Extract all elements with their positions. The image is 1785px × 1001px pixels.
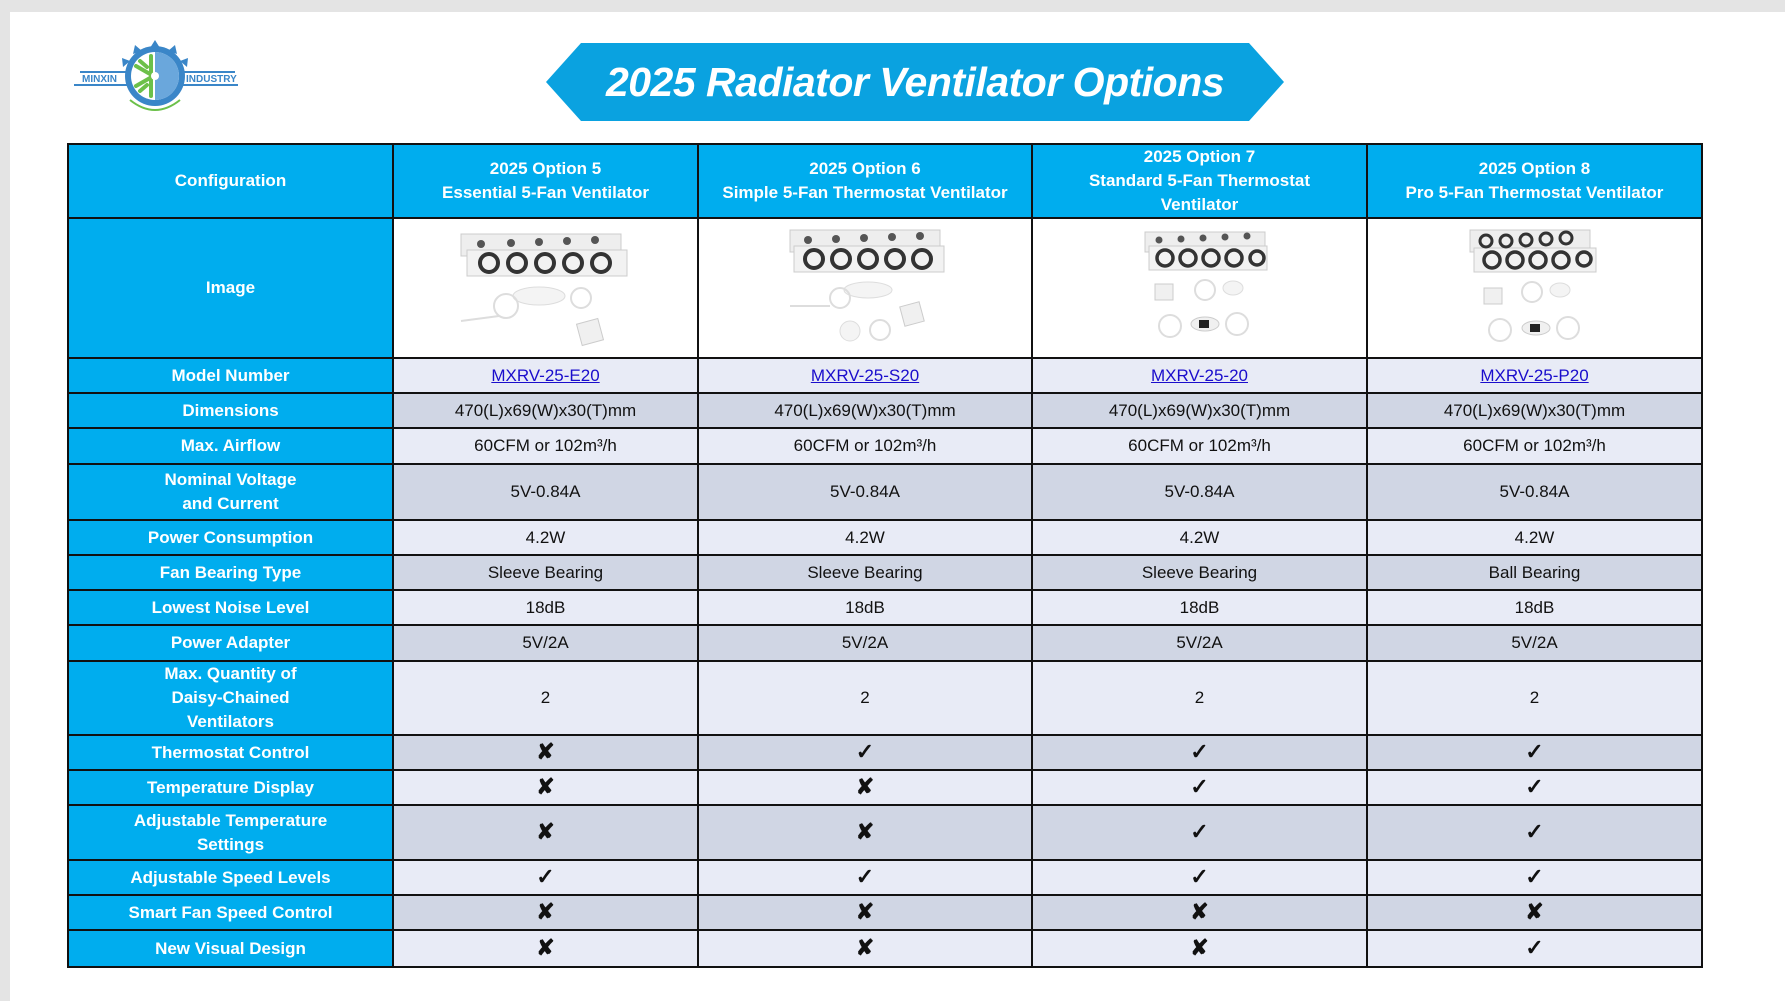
check-icon: ✓ (855, 738, 875, 764)
cell-value: Sleeve Bearing (393, 555, 698, 590)
row-label: Power Adapter (68, 625, 393, 661)
cell-value: 60CFM or 102m³/h (1367, 428, 1702, 464)
cross-icon: ✘ (1190, 898, 1209, 924)
cell-value: 470(L)x69(W)x30(T)mm (1367, 393, 1702, 428)
row-temperature-display (68, 770, 1702, 805)
cell-value: 4.2W (1032, 520, 1367, 555)
row-label-line: Settings (196, 834, 265, 854)
cell-value: 5V/2A (698, 625, 1032, 661)
row-label: Power Consumption (68, 520, 393, 555)
model-link-p20[interactable]: MXRV-25-P20 (1480, 365, 1589, 385)
cell-value: 2 (698, 661, 1032, 735)
cell-value: 470(L)x69(W)x30(T)mm (1032, 393, 1367, 428)
row-label: Temperature Display (68, 770, 393, 805)
row-adjustable-speed-levels (68, 860, 1702, 895)
cell-value: 470(L)x69(W)x30(T)mm (393, 393, 698, 428)
cross-icon: ✘ (536, 898, 555, 924)
row-fan-bearing-type (68, 555, 1702, 590)
product-image-cell (393, 218, 698, 358)
model-link-e20[interactable]: MXRV-25-E20 (491, 365, 600, 385)
cell-value: 2 (1032, 661, 1367, 735)
cell-value: 5V-0.84A (393, 464, 698, 520)
cell-value: 5V-0.84A (1367, 464, 1702, 520)
cross-icon: ✘ (536, 934, 555, 960)
cross-icon: ✘ (855, 934, 875, 960)
column-header-option-5 (393, 144, 698, 218)
product-photo-standard-icon (1105, 226, 1295, 351)
image-row (68, 218, 1702, 358)
cell-value: 18dB (1367, 590, 1702, 625)
row-max-daisy-chained (68, 661, 1702, 735)
row-lowest-noise-level (68, 590, 1702, 625)
product-photo-pro-icon (1440, 226, 1630, 351)
column-title: 2025 Option 7 (1143, 147, 1256, 166)
cell-value: Sleeve Bearing (1032, 555, 1367, 590)
cell-value: 4.2W (1367, 520, 1702, 555)
row-max-airflow (68, 428, 1702, 464)
cross-icon: ✘ (536, 818, 555, 844)
row-nominal-voltage (68, 464, 1702, 520)
cell-value: 18dB (393, 590, 698, 625)
cell-value: 60CFM or 102m³/h (698, 428, 1032, 464)
column-title: 2025 Option 5 (489, 159, 602, 178)
product-image-cell (698, 218, 1032, 358)
check-icon: ✓ (1525, 934, 1544, 960)
row-label: Thermostat Control (68, 735, 393, 770)
row-label-line: Nominal Voltage (164, 470, 297, 489)
cell-value: 5V/2A (393, 625, 698, 661)
row-label-line: and Current (182, 494, 279, 513)
cell-value: 2 (1367, 661, 1702, 735)
cell-value: 4.2W (698, 520, 1032, 555)
row-thermostat-control (68, 735, 1702, 770)
cell-value: 18dB (1032, 590, 1367, 625)
row-dimensions (68, 393, 1702, 428)
cross-icon: ✘ (855, 898, 875, 924)
column-subtitle: Essential 5-Fan Ventilator (442, 183, 649, 202)
row-label: Adjustable Speed Levels (68, 860, 393, 895)
cell-value: 60CFM or 102m³/h (1032, 428, 1367, 464)
row-model-number (68, 358, 1702, 393)
cell-value: 5V/2A (1032, 625, 1367, 661)
cell-value: 2 (393, 661, 698, 735)
column-subtitle: Pro 5-Fan Thermostat Ventilator (1405, 183, 1664, 202)
row-label: Lowest Noise Level (68, 590, 393, 625)
cell-value: 470(L)x69(W)x30(T)mm (698, 393, 1032, 428)
column-subtitle: Simple 5-Fan Thermostat Ventilator (722, 183, 1008, 202)
row-label: Dimensions (68, 393, 393, 428)
logo-left-text: MINXIN (82, 74, 117, 85)
row-power-consumption (68, 520, 1702, 555)
check-icon: ✓ (1525, 818, 1544, 844)
product-photo-essential-icon (451, 226, 641, 351)
row-label: Fan Bearing Type (68, 555, 393, 590)
cell-value: Ball Bearing (1367, 555, 1702, 590)
cross-icon: ✘ (855, 818, 875, 844)
column-title: 2025 Option 6 (809, 159, 921, 178)
header-row (68, 144, 1702, 218)
check-icon: ✓ (1190, 863, 1209, 889)
cell-value: 5V-0.84A (698, 464, 1032, 520)
row-adjustable-temperature-settings (68, 805, 1702, 860)
check-icon: ✓ (1190, 818, 1209, 844)
cell-value: 4.2W (393, 520, 698, 555)
cell-value: 60CFM or 102m³/h (393, 428, 698, 464)
row-smart-fan-speed-control (68, 895, 1702, 930)
column-header-option-6 (698, 144, 1032, 218)
header-configuration: Configuration (68, 144, 393, 218)
cross-icon: ✘ (1525, 898, 1544, 924)
row-new-visual-design (68, 930, 1702, 967)
row-label-line: Daisy-Chained (171, 688, 290, 707)
column-subtitle: Standard 5-Fan Thermostat Ventilator (1088, 171, 1311, 214)
check-icon: ✓ (1525, 773, 1544, 799)
row-label: Smart Fan Speed Control (68, 895, 393, 930)
row-label: Image (68, 218, 393, 358)
row-label-line: Max. Quantity of (164, 664, 297, 683)
row-label (68, 464, 393, 520)
check-icon: ✓ (1525, 738, 1544, 764)
cross-icon: ✘ (855, 773, 875, 799)
product-image-cell (1367, 218, 1702, 358)
check-icon: ✓ (1525, 863, 1544, 889)
cross-icon: ✘ (536, 738, 555, 764)
cell-value: 5V/2A (1367, 625, 1702, 661)
check-icon: ✓ (1190, 738, 1209, 764)
cell-value: 5V-0.84A (1032, 464, 1367, 520)
row-label-line: Ventilators (187, 712, 274, 731)
check-icon: ✓ (1190, 773, 1209, 799)
comparison-table (67, 143, 1703, 968)
product-photo-simple-icon (770, 226, 960, 351)
row-power-adapter (68, 625, 1702, 661)
minxin-logo (70, 34, 240, 124)
row-label (68, 805, 393, 860)
column-header-option-7 (1032, 144, 1367, 218)
row-label (68, 661, 393, 735)
row-label: Max. Airflow (68, 428, 393, 464)
cross-icon: ✘ (536, 773, 555, 799)
cell-value: Sleeve Bearing (698, 555, 1032, 590)
title-banner (546, 43, 1284, 121)
row-label: New Visual Design (68, 930, 393, 967)
cell-value: 18dB (698, 590, 1032, 625)
column-header-option-8 (1367, 144, 1702, 218)
row-label-line: Adjustable Temperature (133, 810, 328, 830)
model-link-20[interactable]: MXRV-25-20 (1150, 365, 1248, 385)
column-title: 2025 Option 8 (1478, 159, 1591, 178)
check-icon: ✓ (536, 863, 555, 889)
logo-right-text: INDUSTRY (186, 74, 237, 85)
product-image-cell (1032, 218, 1367, 358)
model-link-s20[interactable]: MXRV-25-S20 (810, 365, 920, 385)
page-title: 2025 Radiator Ventilator Options (605, 58, 1225, 105)
cross-icon: ✘ (1190, 934, 1209, 960)
row-label: Model Number (68, 358, 393, 393)
check-icon: ✓ (855, 863, 875, 889)
